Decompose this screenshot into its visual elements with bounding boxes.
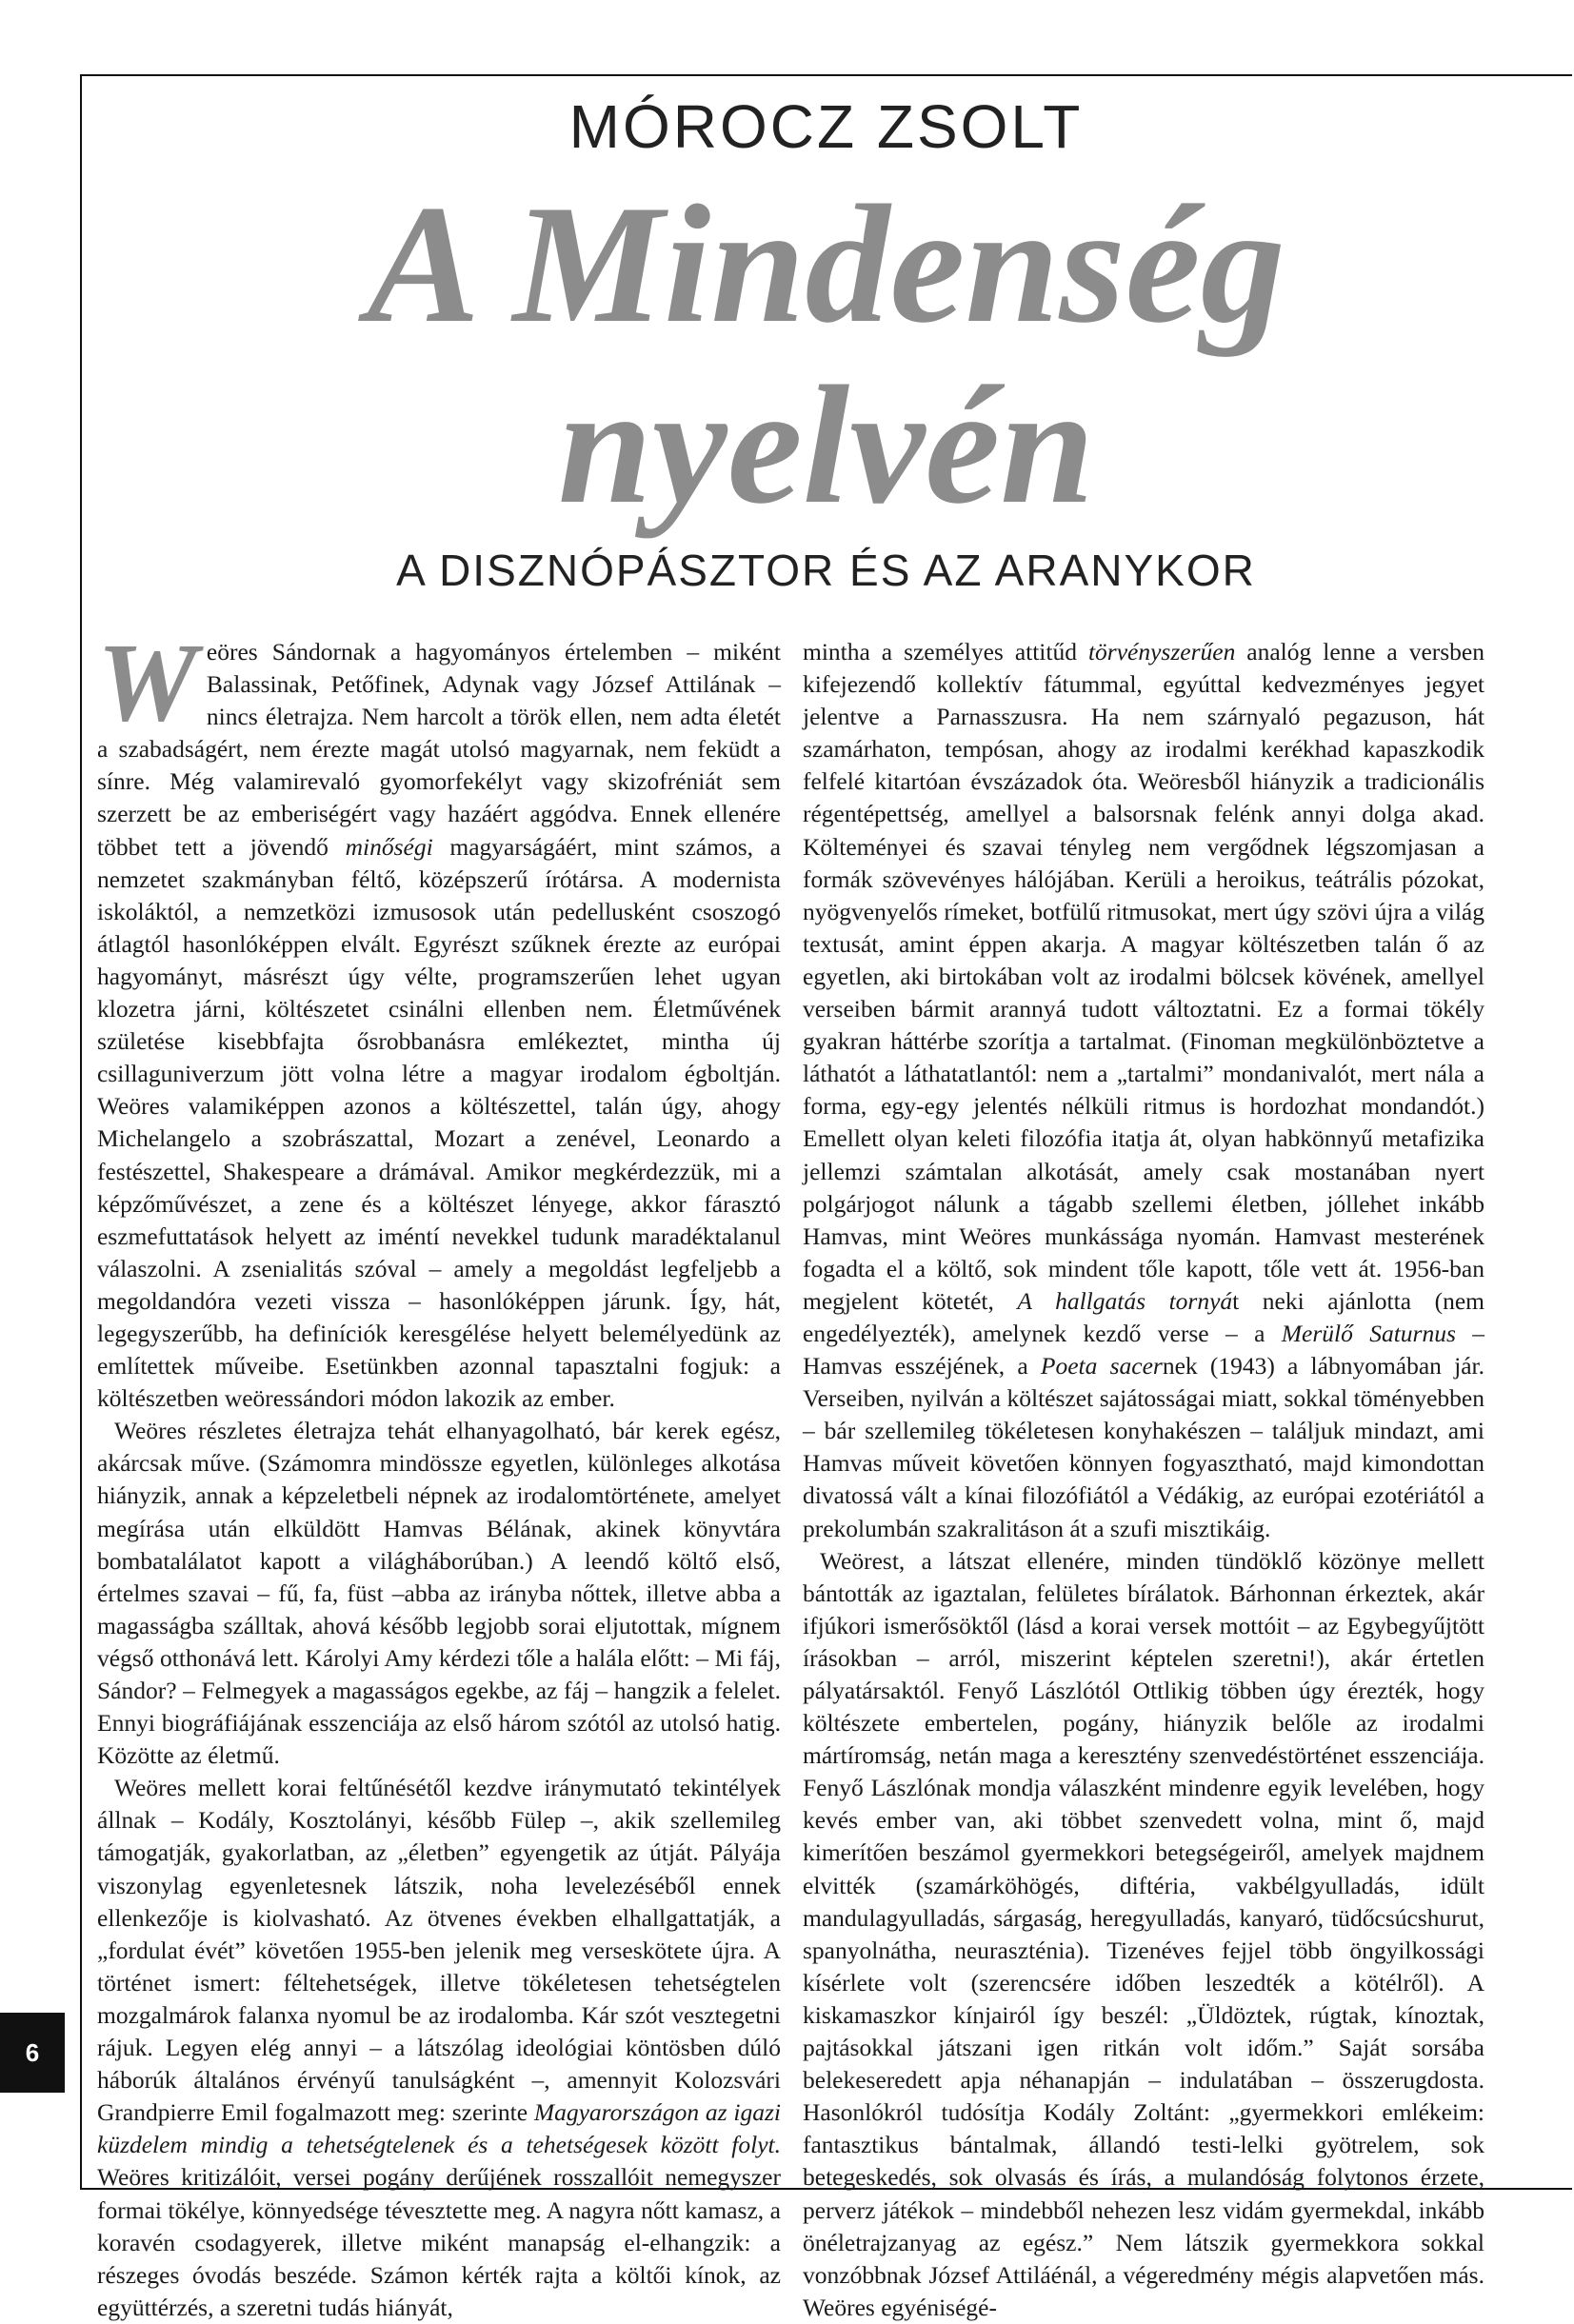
article-subtitle: A DISZNÓPÁSZTOR ÉS AZ ARANYKOR bbox=[396, 546, 1256, 595]
left-column bbox=[97, 620, 782, 2321]
paragraph: Weöres mellett korai feltűnésétől kezdve iránymutató tekintélyek állnak – Kodály, Kosztolányi, később Fülep –, akik szellemileg támogatják, gyakorlatban, az „életben” egyengetik az útját. Pályája viszonylag egyenletesnek látszik, noha levelezéséből ennek ellenkezője is kiolvasható. Az ötvenes években elhallgattatják, a „fordulat évét” követően 1955-ben jelenik meg verseskötete újra. A történet ismert: féltehetségek, illetve tökéletesen tehetségtelen mozgalmárok falanxa nyomul be az irodalomba. Kár szót vesztegetni rájuk. Legyen elég annyi – a látszólag ideológiai köntösben dúló háborúk általános érvényű tanulságként –, amennyit Kolozsvári Grandpierre Emil fogalmazott meg: szerinte Magyarországon az igazi küzdelem mindig a tehetségtelenek és a tehetségesek között folyt. Weöres kritizálóit, versei pogány derűjének rosszallóit nemegyszer formai tökélye, könnyedsége tévesztette meg. A nagyra nőtt kamasz, a koravén csodagyerek, illetve miként manapság el-elhangzik: a részeges óvodás beszéde. Számon kérték rajta a költői kínok, az együttérzés, a szeretni tudás hiányát, bbox=[97, 1774, 782, 2321]
page-number: 6 bbox=[0, 2013, 65, 2093]
paragraph: mintha a személyes attitűd törvényszerűen analóg lenne a versben kifejezendő kollektív fátummal, egyúttal kedvezményes jegyet jelentve a Parnasszusra. Ha nem szárnyaló pegazuson, hát szamárhaton, tempósan, ahogy az irodalmi kerékhad kapaszkodik felfelé kitartóan évszázadok óta. Weöresből hiányzik a tradicionális régentépettség, amellyel a balsorsnak felénk annyi dolga akad. Költeményei és szavai tényleg nem vergődnek légszomjasan a formák szövevényes hálójában. Kerüli a heroikus, teátrális pózokat, nyögvenyelős rímeket, botfülű ritmusokat, mert úgy szövi újra a világ textusát, amint éppen akarja. A magyar költészetben talán ő az egyetlen, aki birtokában volt az irodalmi bölcsek kövének, amellyel verseiben bármit arannyá tudott változtatni. Ez a formai tökély gyakran háttérbe szorítja a tartalmat. (Finoman megkülönböztetve a láthatót a láthatatlantól: nem a „tartalmi” mondanivalót, mert nála a forma, egy-egy jelentés nélküli ritmus is hordozhat mondandót.) Emellett olyan keleti filozófia itatja át, olyan habkönnyű metafizika jellemzi számtalan alkotását, amely csak mostanában nyert polgárjogot nálunk a tágabb szellemi életben, jóllehet inkább Hamvas, mint Weöres munkássága nyomán. Hamvast mesterének fogadta el a költő, sok mindent tőle kapott, tőle vett át. 1956-ban megjelent kötetét, A hallgatás tornyát neki ajánlotta (nem engedélyezték), amelynek kezdő verse – a Merülő Saturnus – Hamvas esszéjének, a Poeta sacernek (1943) a lábnyomában jár. Verseiben, nyilván a költészet sajátosságai miatt, sokkal töményebben – bár szellemileg tökéletesen konyhakészen – találjuk mindazt, ami Hamvas műveit követően könnyen fogyasztható, majd kimondottan divatossá vált a kínai filozófiától a Védákig, az európai ezotériától a prekolumbán szakralitáson át a szufi misztikáig. bbox=[803, 638, 1485, 1542]
paragraph: Weöres részletes életrajza tehát elhanyagolható, bár kerek egész, akárcsak műve. (Számomra mindössze egyetlen, különleges alkotása hiányzik, annak a képzeletbeli népnek az irodalomtörténete, amelyet megírása után elküldött Hamvas Bélának, akinek könyvtára bombatalálatot kapott a világháborúban.) A leendő költő első, értelmes szavai – fű, fa, füst –abba az irányba nőttek, illetve abba a magasságba szálltak, ahová később legjobb sorai eljutottak, mígnem végső otthonává lett. Károlyi Amy kérdezi tőle a halála előtt: – Mi fáj, Sándor? – Felmegyek a magasságos egekbe, az fáj – hangzik a felelet. Ennyi biográfiájának esszenciája az első három szótól az utolsó hatig. Közötte az életmű. bbox=[97, 1417, 781, 1770]
drop-cap: W bbox=[97, 620, 197, 745]
author-name: MÓROCZ ZSOLT bbox=[568, 92, 1084, 161]
paragraph: Weörest, a látszat ellenére, minden tündöklő közönye mellett bántották az igaztalan, felületes bírálatok. Bárhonnan érkeztek, akár ifjúkori ismerősöktől (lásd a korai versek mottóit – az Egybegyűjtött írásokban – arról, miszerint képtelen szeretni!), akár értetlen pályatársaktól. Fenyő Lászlótól Ottlikig többen úgy érezték, hogy költészete embertelen, pogány, hiányzik belőle az irodalmi mártíromság, netán maga a keresztény szenvedéstörténet esszenciája. Fenyő Lászlónak mondja válaszként mindenre egyik levelében, hogy kevés ember van, aki többet szenvedett volna, mint ő, majd kimerítően beszámol gyermekkori betegségeiről, amelyek majdnem elvitték (szamárköhögés, diftéria, vakbélgyulladás, idült mandulagyulladás, sárgaság, heregyulladás, kanyaró, tüdőcsúcshurut, spanyolnátha, neuraszténia). Tizenéves fejjel több öngyilkossági kísérlete volt (szerencsére időben leszedték a kötélről). A kiskamaszkor kínjairól így beszél: „Üldöztek, rúgtak, kínoztak, pajtásokkal játszani igen ritkán volt időm.” Saját sorsába belekeseredett apja néhanapján – indulatában – összerugdosta. Hasonlókról tudósítja Kodály Zoltánt: „gyermekkori emlékeim: fantasztikus bántalmak, állandó testi-lelki gyötrelem, sok betegeskedés, sok olvasás és írás, a mulandóság folytonos érzete, perverz játékok – mindebből nehezen lesz vidám gyermekdal, inkább önéletrajzanyag az egész.” Nem látszik gyermekkora sokkal vonzóbbnak József Attiláénál, a végeredmény mégis alapvetően más. Weöres egyéniségé- bbox=[803, 1546, 1484, 2321]
paragraph: Weöres Sándornak a hagyományos értelemben – miként Balassinak, Petőfinek, Adynak vagy József Attilának – nincs életrajza. Nem harcolt a török ellen, nem adta életét a szabadságért, nem érezte magát utolsó magyarnak, nem feküdt a sínre. Még valamirevaló gyomorfekélyt vagy skizofréniát sem szerzett be az emberiségért vagy hazáért aggódva. Ennek ellenére többet tett a jövendő minőségi magyarságáért, mint számos, a nemzetet szakmányban féltő, középszerű írótársa. A modernista iskoláktól, a nemzetközi izmusosok után pedellusként csoszogó átlagtól hasonlóképpen elvált. Egyrészt szűknek érezte az európai hagyományt, másrészt úgy vélte, programszerűen lehet ugyan klozetra járni, költészetet csinálni ellenben nem. Életművének születése kisebbfajta ősrobbanásra emlékeztet, mintha új csillaguniverzum jött volna létre a magyar irodalom égboltján. Weöres valamiképpen azonos a költészettel, talán úgy, ahogy Michelangelo a szobrászattal, Mozart a zenével, Leonardo a festészettel, Shakespeare a drámával. Amikor megkérdezzük, mi a képzőművészet, a zene és a költészet lényege, akkor fárasztó eszmefuttatások helyett az iméntí nevekkel tudunk maradéktalanul válaszolni. A zsenialitás szóval – amely a megoldást legfeljebb a megoldandóra vezeti vissza – hasonlóképpen járunk. Így, hát, legegyszerűbb, ha definíciók keresgélése helyett belemélyedünk az említettek műveibe. Esetünkben azonnal tapasztalni fogjuk: a költészetben weöressándori módon lakozik az ember. bbox=[97, 620, 782, 1413]
right-column bbox=[803, 636, 1485, 2321]
frame-top-rule bbox=[80, 74, 1572, 76]
article-title-line-1: A Mindenség bbox=[367, 169, 1285, 358]
article-title-line-2: nyelvén bbox=[557, 350, 1095, 539]
